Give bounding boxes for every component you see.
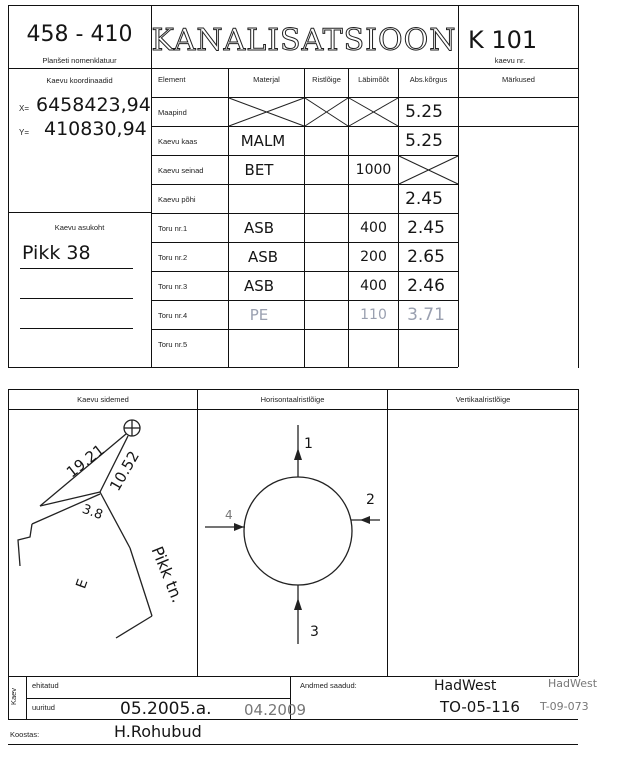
andmed-label: Andmed saadud:	[300, 681, 357, 690]
pipe-label-2: 2	[366, 492, 375, 508]
row-element: Kaevu põhi	[158, 194, 196, 204]
pipe-label-3: 3	[310, 624, 319, 640]
koostas-label: Koostas:	[10, 730, 40, 739]
col-header-ristloige: Ristlõige	[312, 74, 341, 84]
planshet-value: 458 - 410	[26, 21, 133, 47]
row-labimoot: 1000	[355, 162, 392, 178]
row-labimoot: 110	[360, 307, 387, 323]
row-materjal: ASB	[247, 248, 279, 266]
row-element: Toru nr.2	[158, 252, 188, 262]
row-element: Toru nr.1	[158, 223, 188, 233]
row-element: Maapind	[158, 107, 187, 117]
andmed-value-2: TO-05-116	[440, 698, 520, 716]
section-seosed: Kaevu sidemed	[77, 394, 129, 404]
row-abs: 2.46	[407, 276, 445, 296]
coord-y-value: 410830,94	[44, 118, 147, 140]
andmed-value-1: HadWest	[434, 678, 497, 694]
row-materjal: ASB	[243, 219, 275, 237]
sketch-dim-3: 3.8	[80, 501, 105, 524]
sketch-street: Pikk tn.	[147, 543, 188, 606]
footer-side-label: Kaev	[9, 687, 19, 706]
row-element: Toru nr.4	[158, 310, 188, 320]
andmed-value-4: T-09-073	[540, 700, 589, 713]
row-abs: 5.25	[405, 131, 443, 151]
row-abs: 2.45	[405, 189, 443, 209]
kaevu-nr-label: kaevu nr.	[494, 55, 526, 65]
col-header-element: Element	[158, 74, 186, 84]
coords-label: Kaevu koordinaadid	[46, 75, 113, 85]
col-header-materjal: Materjal	[253, 74, 280, 84]
koostas-value: H.Rohubud	[114, 722, 202, 741]
row-element: Toru nr.3	[158, 281, 188, 291]
row-labimoot: 400	[360, 220, 387, 236]
ehitatud-label: ehitatud	[32, 681, 59, 690]
sketch-dim-2: 10.52	[105, 447, 144, 495]
uuritud-label: uuritud	[32, 703, 55, 712]
uuritud-value: 05.2005.a.	[120, 699, 212, 719]
location-value: Pikk 38	[22, 242, 91, 264]
coord-x-label: X=	[19, 104, 30, 113]
section-horisontaal: Horisontaalristlõige	[260, 394, 325, 404]
col-header-labimoot: Läbimõõt	[358, 74, 389, 84]
pipe-label-4: 4	[225, 508, 233, 522]
planshet-label: Planšeti nomenklatuur	[42, 55, 117, 65]
row-abs: 3.71	[407, 305, 445, 325]
uuritud-value-2: 04.2009	[244, 701, 307, 719]
coord-y-label: Y=	[19, 128, 30, 137]
row-materjal: PE	[249, 306, 269, 324]
row-materjal: BET	[244, 161, 274, 179]
sketch-dim-1: 19.21	[63, 440, 108, 482]
location-label: Kaevu asukoht	[54, 222, 105, 232]
row-abs: 2.65	[407, 247, 445, 267]
row-element: Toru nr.5	[158, 339, 188, 349]
row-abs: 2.45	[407, 218, 445, 238]
row-element: Kaevu kaas	[158, 136, 198, 146]
section-vertikaal: Vertikaalristlõige	[455, 394, 511, 404]
row-abs: 5.25	[405, 102, 443, 122]
coord-x-value: 6458423,94	[36, 94, 151, 116]
pipe-label-1: 1	[304, 436, 313, 452]
col-header-abs: Abs.kõrgus	[409, 74, 448, 84]
row-materjal: ASB	[243, 277, 275, 295]
kaevu-nr-value: K 101	[468, 26, 538, 54]
col-header-markused: Märkused	[502, 74, 535, 84]
row-labimoot: 200	[360, 249, 387, 265]
form-title: KANALISATSIOON	[151, 22, 457, 58]
sketch-building: E	[73, 577, 92, 591]
row-materjal: MALM	[240, 132, 286, 150]
row-element: Kaevu seinad	[158, 165, 204, 175]
andmed-value-3: HadWest	[548, 677, 598, 690]
row-labimoot: 400	[360, 278, 387, 294]
